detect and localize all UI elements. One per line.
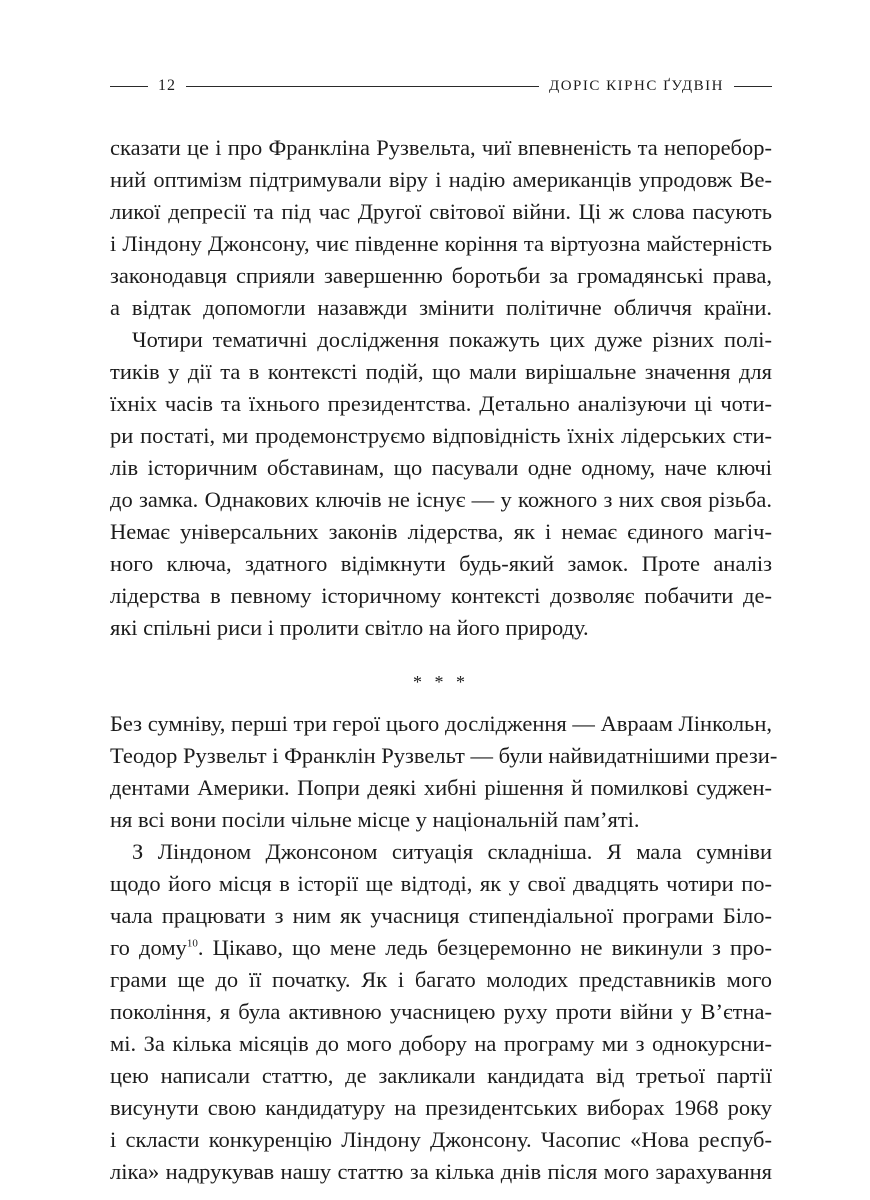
header-rule-left: [110, 86, 148, 87]
text-line: сказати це і про Франкліна Рузвельта, чиї впевненість та непоребор-: [110, 135, 772, 160]
text-line: Теодор Рузвельт і Франклін Рузвельт — були найвидатнішими прези-: [110, 743, 778, 768]
text-line: їхніх часів та їхнього президентства. Детально аналізуючи ці чоти-: [110, 391, 772, 416]
text-line: дентами Америки. Попри деякі хибні рішення й помилкові суджен-: [110, 775, 772, 800]
header-rule-middle: [186, 86, 539, 87]
text-line: ликої депресії та під час Другої світової війни. Ці ж слова пасують: [110, 199, 772, 224]
paragraph-1: [110, 132, 772, 324]
text-fragment: го дому: [110, 935, 187, 960]
text-fragment: . Цікаво, що мене ледь безцеремонно не викинули з про-: [197, 935, 772, 960]
text-line: ліка» надрукував нашу статтю за кілька днів після мого зарахування: [110, 1159, 772, 1184]
text-line: і Ліндону Джонсону, чиє південне коріння та віртуозна майстерність: [110, 231, 772, 256]
text-line: ри постаті, ми продемонструємо відповідність їхніх лідерських сти-: [110, 423, 772, 448]
paragraph-2: [110, 324, 772, 644]
text-line: ного ключа, здатного відімкнути будь-який замок. Проте аналіз: [110, 551, 772, 576]
text-line: цею написали статтю, де закликали кандидата від третьої партії: [110, 1063, 772, 1088]
text-line-with-footnote: [110, 932, 772, 964]
footnote-reference[interactable]: 10: [186, 937, 198, 950]
text-line: до замка. Однакових ключів не існує — у кожного з них своя різьба.: [110, 487, 772, 512]
page-number: 12: [158, 77, 176, 94]
text-line: чала працювати з ним як учасниця стипендіальної програми Біло-: [110, 903, 772, 928]
text-line: грами ще до її початку. Як і багато молодих представників мого: [110, 967, 772, 992]
text-line: щодо його місця в історії ще відтоді, як у свої двадцять чотири по-: [110, 871, 772, 896]
header-rule-right: [734, 86, 772, 87]
text-line: Чотири тематичні дослідження покажуть цих дуже різних полі-: [132, 327, 772, 352]
text-line: висунути свою кандидатуру на президентських виборах 1968 року: [110, 1095, 772, 1120]
text-line: покоління, я була активною учасницею руху проти війни у В’єтна-: [110, 999, 772, 1024]
paragraph-4: [110, 836, 772, 1188]
paragraph-3: [110, 708, 778, 836]
text-line: тиків у дії та в контексті подій, що мали вирішальне значення для: [110, 359, 772, 384]
text-line: Без сумніву, перші три герої цього дослідження — Авраам Лінкольн,: [110, 711, 772, 736]
text-line: лів історичним обставинам, що пасували одне одному, наче ключі: [110, 455, 772, 480]
running-head-author: ДОРІС КІРНС ҐУДВІН: [548, 78, 724, 94]
text-line: Немає універсальних законів лідерства, як і немає єдиного магіч-: [110, 519, 772, 544]
text-line: законодавця сприяли завершенню боротьби за громадянські права,: [110, 263, 772, 288]
text-line: ня всі вони посіли чільне місце у національній пам’яті.: [110, 807, 640, 832]
text-line: З Ліндоном Джонсоном ситуація складніша. Я мала сумніви: [132, 839, 772, 864]
running-head: [110, 74, 772, 98]
text-line: а відтак допомогли назавжди змінити політичне обличчя країни.: [110, 295, 772, 320]
section-separator: * * *: [413, 672, 469, 692]
text-line: які спільні риси і пролити світло на його природу.: [110, 615, 589, 640]
text-line: ний оптимізм підтримували віру і надію американців упродовж Ве-: [110, 167, 772, 192]
text-line: мі. За кілька місяців до мого добору на програму ми з однокурсни-: [110, 1031, 772, 1056]
body-text: [110, 132, 778, 1188]
text-line: лідерства в певному історичному контексті дозволяє побачити де-: [110, 583, 772, 608]
text-line: і скласти конкуренцію Ліндону Джонсону. Часопис «Нова респуб-: [110, 1127, 772, 1152]
